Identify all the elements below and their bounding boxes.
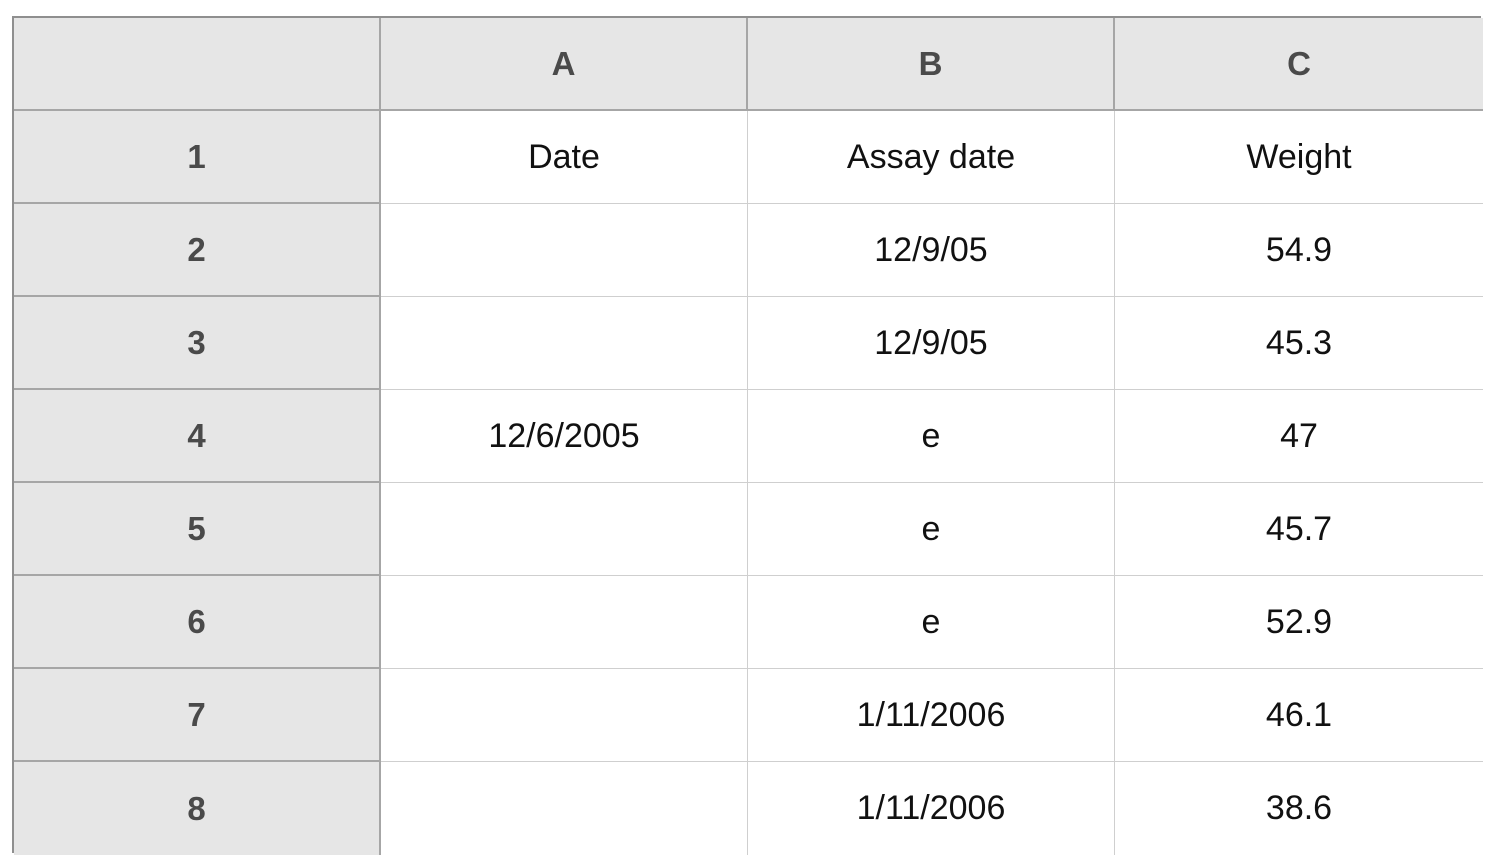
spreadsheet-grid xyxy=(12,16,1481,853)
cell-b5[interactable]: e xyxy=(748,483,1115,576)
row-header-2[interactable]: 2 xyxy=(14,204,381,297)
cell-b3[interactable]: 12/9/05 xyxy=(748,297,1115,390)
cell-b4[interactable]: e xyxy=(748,390,1115,483)
cell-c6[interactable]: 52.9 xyxy=(1115,576,1483,669)
cell-b6[interactable]: e xyxy=(748,576,1115,669)
cell-c3[interactable]: 45.3 xyxy=(1115,297,1483,390)
cell-a6[interactable] xyxy=(381,576,748,669)
cell-a2[interactable] xyxy=(381,204,748,297)
cell-a3[interactable] xyxy=(381,297,748,390)
cell-a4[interactable]: 12/6/2005 xyxy=(381,390,748,483)
column-header-b[interactable]: B xyxy=(748,18,1115,111)
cell-a1[interactable]: Date xyxy=(381,111,748,204)
row-header-7[interactable]: 7 xyxy=(14,669,381,762)
row-header-4[interactable]: 4 xyxy=(14,390,381,483)
cell-b7[interactable]: 1/11/2006 xyxy=(748,669,1115,762)
cell-a7[interactable] xyxy=(381,669,748,762)
row-header-1[interactable]: 1 xyxy=(14,111,381,204)
cell-c8[interactable]: 38.6 xyxy=(1115,762,1483,855)
row-header-5[interactable]: 5 xyxy=(14,483,381,576)
cell-b1[interactable]: Assay date xyxy=(748,111,1115,204)
cell-b2[interactable]: 12/9/05 xyxy=(748,204,1115,297)
row-header-6[interactable]: 6 xyxy=(14,576,381,669)
column-header-c[interactable]: C xyxy=(1115,18,1483,111)
cell-a5[interactable] xyxy=(381,483,748,576)
column-header-a[interactable]: A xyxy=(381,18,748,111)
cell-c4[interactable]: 47 xyxy=(1115,390,1483,483)
corner-header[interactable] xyxy=(14,18,381,111)
cell-c1[interactable]: Weight xyxy=(1115,111,1483,204)
cell-c5[interactable]: 45.7 xyxy=(1115,483,1483,576)
cell-b8[interactable]: 1/11/2006 xyxy=(748,762,1115,855)
cell-c2[interactable]: 54.9 xyxy=(1115,204,1483,297)
cell-c7[interactable]: 46.1 xyxy=(1115,669,1483,762)
row-header-3[interactable]: 3 xyxy=(14,297,381,390)
row-header-8[interactable]: 8 xyxy=(14,762,381,855)
cell-a8[interactable] xyxy=(381,762,748,855)
